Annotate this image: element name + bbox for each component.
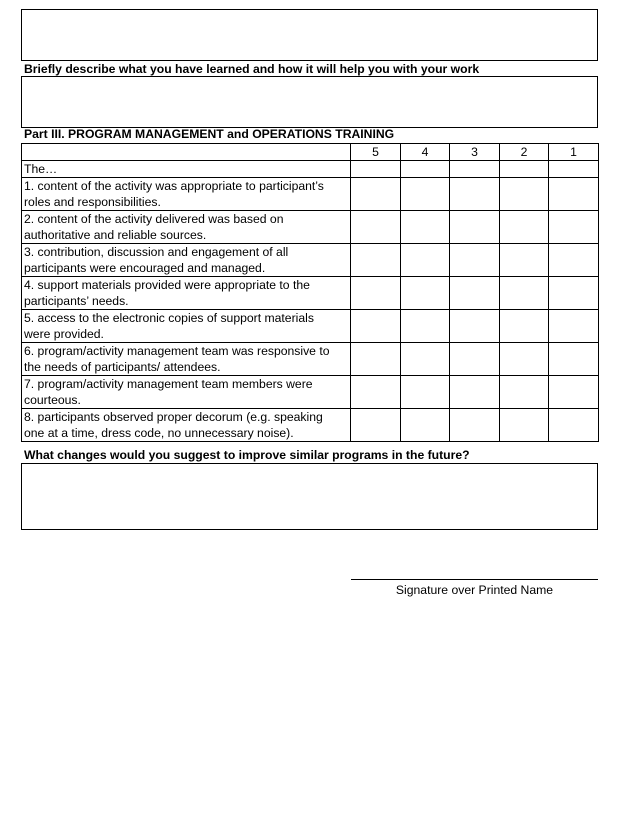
rating-scale-row [22,144,599,161]
rating-cell[interactable] [549,161,599,178]
rating-item-row [22,244,599,277]
previous-answer-box[interactable] [21,9,598,61]
signature-label: Signature over Printed Name [395,583,554,597]
rating-cell[interactable] [549,310,599,343]
rating-item-text: 3. contribution, discussion and engagement of all participants were encouraged and managed. [22,244,351,277]
rating-cell[interactable] [450,409,500,442]
rating-cell[interactable] [351,310,401,343]
rating-cell[interactable] [450,343,500,376]
rating-cell[interactable] [351,376,401,409]
rating-cell[interactable] [450,244,500,277]
rating-cell[interactable] [450,310,500,343]
scale-header-3: 3 [450,144,500,161]
part3-title: Part III. PROGRAM MANAGEMENT and OPERATIONS TRAINING [24,127,395,141]
rating-cell[interactable] [549,409,599,442]
rating-cell[interactable] [549,211,599,244]
rating-cell[interactable] [401,409,450,442]
rating-item-text: 8. participants observed proper decorum (e.g. speaking one at a time, dress code, no unnecessary noise). [22,409,351,442]
scale-header-5: 5 [351,144,401,161]
rating-cell[interactable] [401,343,450,376]
rating-cell[interactable] [401,244,450,277]
rating-cell[interactable] [450,277,500,310]
scale-header-blank [22,144,351,161]
rating-cell[interactable] [450,161,500,178]
rating-cell[interactable] [351,211,401,244]
rating-cell[interactable] [500,376,549,409]
signature-line[interactable] [351,579,598,580]
lead-row [22,161,599,178]
rating-table [21,143,599,442]
rating-cell[interactable] [549,178,599,211]
rating-item-text: 4. support materials provided were appropriate to the participants’ needs. [22,277,351,310]
rating-cell[interactable] [401,277,450,310]
rating-cell[interactable] [549,343,599,376]
rating-item-text: 2. content of the activity delivered was based on authoritative and reliable sources. [22,211,351,244]
rating-cell[interactable] [549,277,599,310]
scale-header-2: 2 [500,144,549,161]
rating-item-row [22,409,599,442]
rating-cell[interactable] [450,376,500,409]
learned-answer-box[interactable] [21,76,598,128]
rating-cell[interactable] [500,409,549,442]
rating-cell[interactable] [351,244,401,277]
rating-cell[interactable] [500,178,549,211]
rating-item-text: 5. access to the electronic copies of support materials were provided. [22,310,351,343]
rating-item-row [22,343,599,376]
rating-cell[interactable] [351,178,401,211]
lead-text: The… [22,161,351,178]
rating-item-row [22,310,599,343]
rating-cell[interactable] [549,244,599,277]
rating-cell[interactable] [401,178,450,211]
scale-header-4: 4 [401,144,450,161]
rating-cell[interactable] [401,376,450,409]
rating-cell[interactable] [351,277,401,310]
rating-item-text: 6. program/activity management team was responsive to the needs of participants/ attendees. [22,343,351,376]
rating-cell[interactable] [500,211,549,244]
rating-cell[interactable] [351,161,401,178]
rating-cell[interactable] [351,343,401,376]
changes-answer-box[interactable] [21,463,598,530]
rating-cell[interactable] [401,211,450,244]
rating-cell[interactable] [500,343,549,376]
rating-cell[interactable] [450,178,500,211]
learned-question: Briefly describe what you have learned and how it will help you with your work [24,62,480,76]
rating-cell[interactable] [549,376,599,409]
changes-question: What changes would you suggest to improve similar programs in the future? [24,448,470,462]
rating-item-row [22,376,599,409]
rating-cell[interactable] [500,244,549,277]
rating-cell[interactable] [500,277,549,310]
rating-cell[interactable] [450,211,500,244]
rating-item-row [22,178,599,211]
rating-item-text: 7. program/activity management team members were courteous. [22,376,351,409]
rating-cell[interactable] [401,310,450,343]
rating-cell[interactable] [401,161,450,178]
rating-item-row [22,211,599,244]
rating-cell[interactable] [500,310,549,343]
rating-cell[interactable] [351,409,401,442]
rating-cell[interactable] [500,161,549,178]
rating-item-row [22,277,599,310]
scale-header-1: 1 [549,144,599,161]
rating-item-text: 1. content of the activity was appropriate to participant’s roles and responsibilities. [22,178,351,211]
